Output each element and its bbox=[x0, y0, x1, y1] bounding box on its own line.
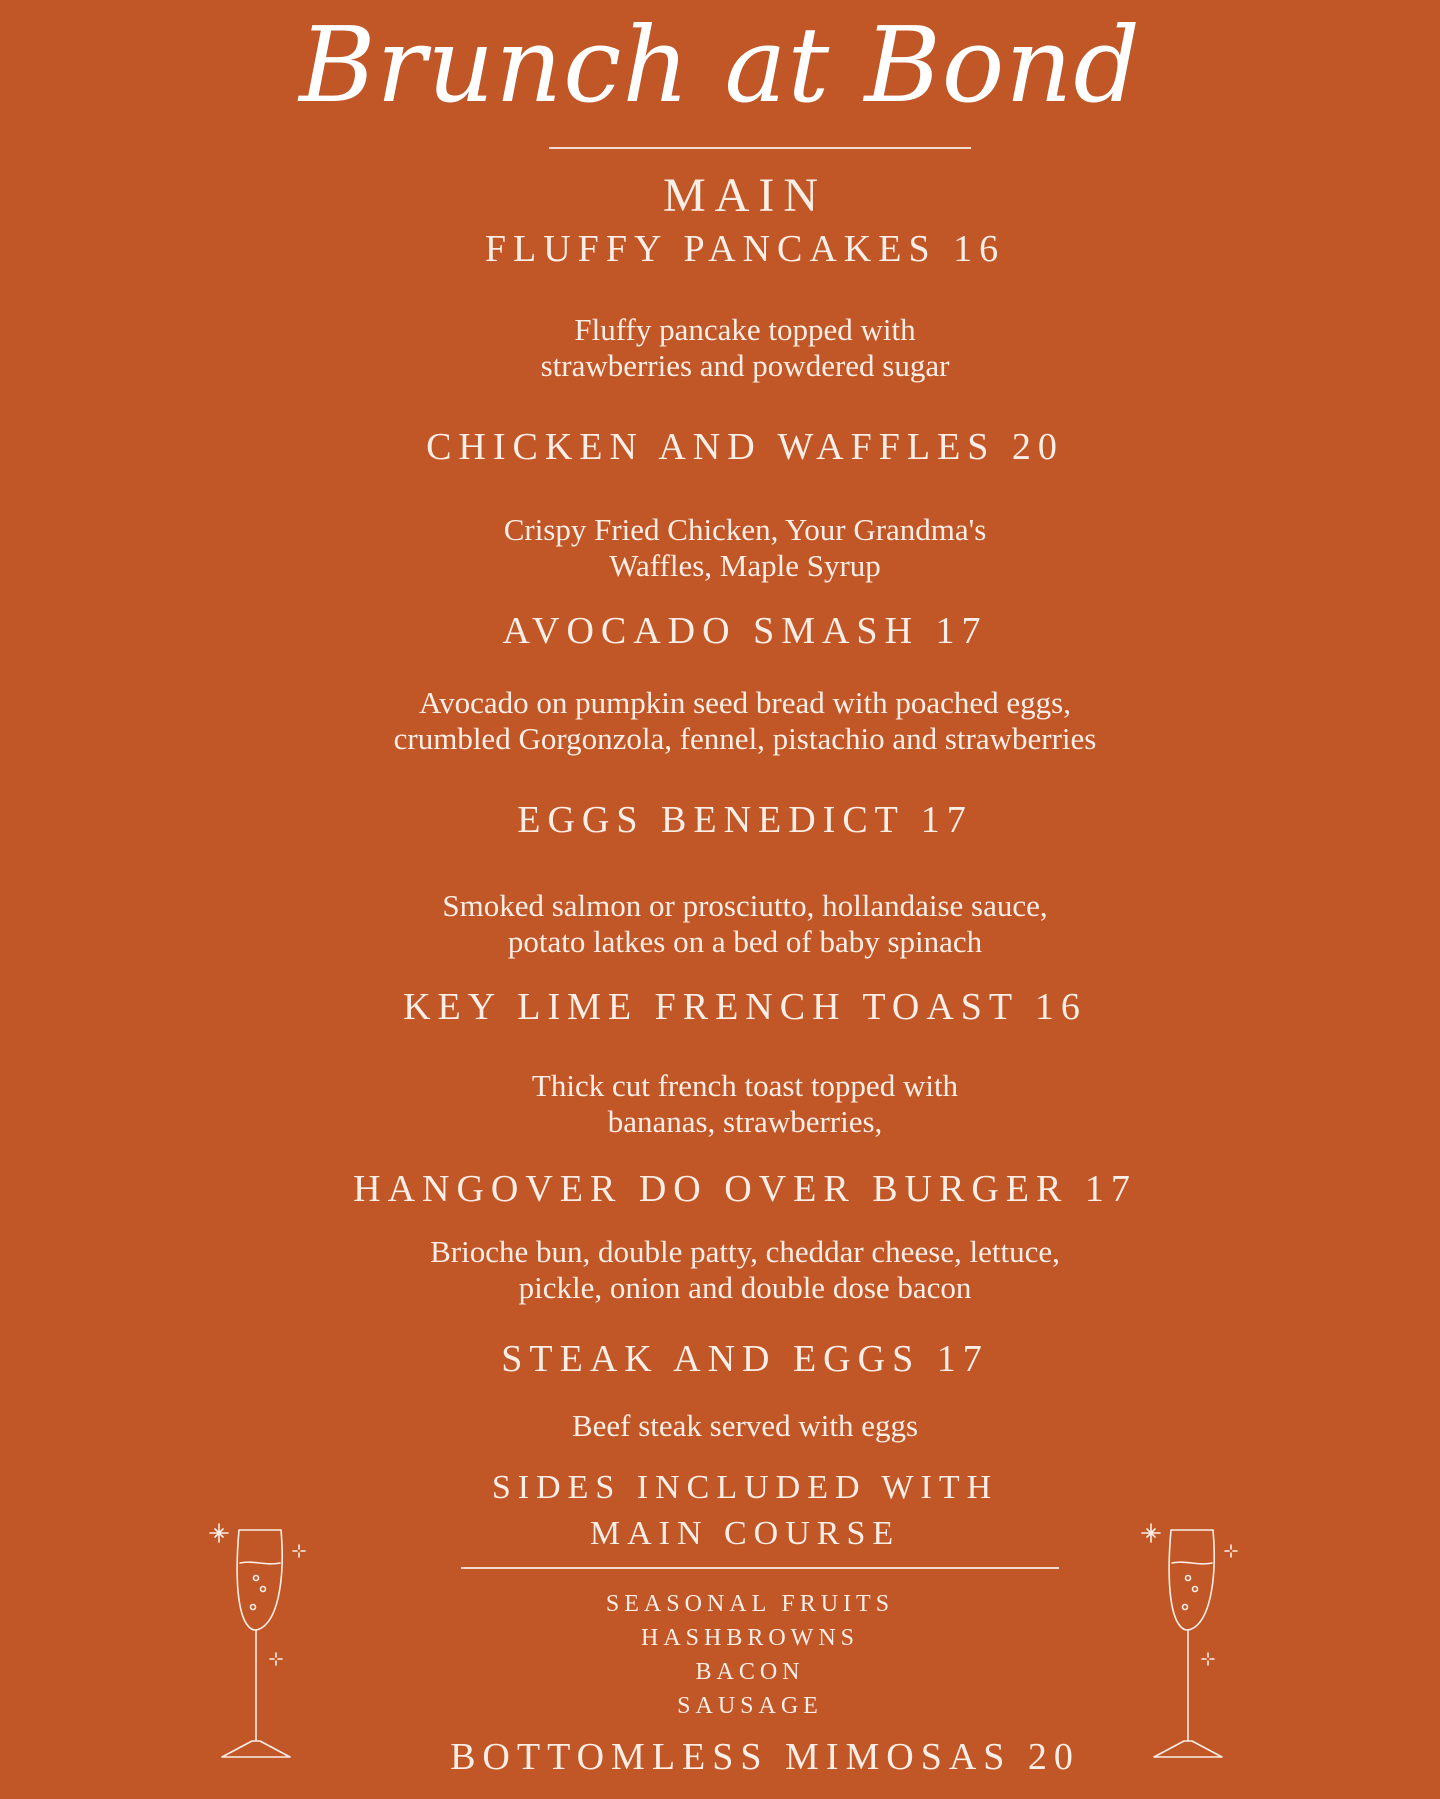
sides-title-line: SIDES INCLUDED WITH bbox=[491, 1469, 999, 1506]
menu-item-description-line: pickle, onion and double dose bacon bbox=[518, 1270, 972, 1305]
menu-item-name: EGGS BENEDICT 17 bbox=[517, 799, 973, 841]
side-item: SAUSAGE bbox=[677, 1693, 823, 1719]
menu-item-description bbox=[0, 685, 1440, 757]
side-item: BACON bbox=[695, 1659, 805, 1685]
sides-title-line: MAIN COURSE bbox=[589, 1515, 901, 1552]
section-title-main: MAIN bbox=[663, 169, 827, 222]
menu-item-description bbox=[0, 312, 1440, 384]
menu-item-description-line: crumbled Gorgonzola, fennel, pistachio and strawberries bbox=[393, 721, 1097, 756]
champagne-glass-icon bbox=[205, 1515, 325, 1765]
menu-item-description-line: potato latkes on a bed of baby spinach bbox=[507, 924, 983, 959]
menu-item-description-line: Beef steak served with eggs bbox=[571, 1408, 919, 1443]
menu-item-description bbox=[0, 888, 1440, 960]
menu-item-description-line: Fluffy pancake topped with bbox=[574, 312, 916, 347]
side-item: HASHBROWNS bbox=[640, 1625, 860, 1651]
menu-item-description-line: strawberries and powdered sugar bbox=[540, 348, 950, 383]
menu-title: Brunch at Bond bbox=[299, 4, 1141, 126]
menu-item-description bbox=[0, 1068, 1440, 1140]
menu-item-description-line: Avocado on pumpkin seed bread with poached eggs, bbox=[419, 685, 1071, 720]
menu-item-description bbox=[0, 1234, 1440, 1306]
menu-item-description-line: bananas, strawberries, bbox=[607, 1104, 883, 1139]
menu-item-name: KEY LIME FRENCH TOAST 16 bbox=[403, 986, 1087, 1028]
menu-item-description-line: Brioche bun, double patty, cheddar cheese, lettuce, bbox=[430, 1234, 1060, 1269]
menu-item-description-line: Waffles, Maple Syrup bbox=[609, 548, 881, 583]
menu-item-description-line: Smoked salmon or prosciutto, hollandaise sauce, bbox=[442, 888, 1048, 923]
bottomless-mimosas: BOTTOMLESS MIMOSAS 20 bbox=[450, 1736, 1080, 1778]
title-divider bbox=[549, 147, 971, 149]
menu-item-name: CHICKEN AND WAFFLES 20 bbox=[426, 426, 1064, 468]
champagne-glass-icon bbox=[1137, 1515, 1257, 1765]
menu-item-description bbox=[0, 512, 1440, 584]
menu-item-name: AVOCADO SMASH 17 bbox=[502, 610, 988, 652]
menu-item-name: HANGOVER DO OVER BURGER 17 bbox=[353, 1168, 1137, 1210]
menu-item-description-line: Thick cut french toast topped with bbox=[531, 1068, 959, 1103]
menu-item-description bbox=[0, 1408, 1440, 1444]
side-item: SEASONAL FRUITS bbox=[605, 1591, 895, 1617]
sides-divider bbox=[461, 1567, 1059, 1569]
menu-item-name: STEAK AND EGGS 17 bbox=[501, 1338, 989, 1380]
menu-item-name: FLUFFY PANCAKES 16 bbox=[484, 228, 1006, 270]
menu-item-description-line: Crispy Fried Chicken, Your Grandma's bbox=[503, 512, 987, 547]
